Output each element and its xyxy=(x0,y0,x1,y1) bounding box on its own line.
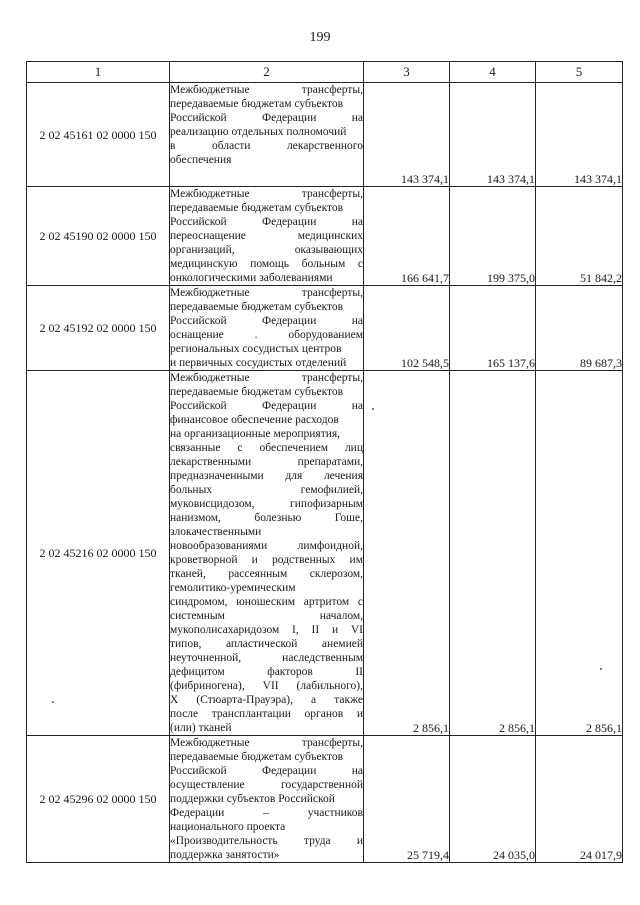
description-line: «Производительность труда и xyxy=(170,835,363,847)
amount-cell-col5 xyxy=(536,371,623,736)
description-line: тканей, рассеянным склерозом, xyxy=(170,568,363,580)
description-cell xyxy=(170,371,364,736)
amount-cell-col5 xyxy=(536,286,623,371)
page-number: 199 xyxy=(309,30,331,45)
description-line: больных гемофилией, xyxy=(170,484,363,496)
description-line: оснащение . оборудованием xyxy=(170,329,363,341)
description-line: муковисцидозом, гипофизарным xyxy=(170,498,363,510)
column-header-1: 1 xyxy=(27,62,170,83)
amount-cell-col5 xyxy=(536,83,623,187)
budget-table xyxy=(26,61,623,863)
scan-speck xyxy=(600,668,602,670)
description-cell xyxy=(170,736,364,863)
description-line: системным началом, xyxy=(170,610,363,622)
description-line: X (Стюарта-Прауэра), а также xyxy=(170,694,363,706)
amount-cell-col4 xyxy=(450,286,536,371)
description-line: Российской Федерации на xyxy=(170,400,363,412)
amount-value: 24 017,9 xyxy=(580,848,622,862)
description-line: Российской Федерации на xyxy=(170,216,363,228)
description-line: передаваемые бюджетам субъектов xyxy=(170,386,344,398)
budget-code-cell: 2 02 45161 02 0000 150 xyxy=(27,83,170,187)
description-line: Межбюджетные трансферты, xyxy=(170,84,363,96)
description-line: онкологическими заболеваниями xyxy=(170,272,333,284)
description-line: Федерации – участников xyxy=(170,807,363,819)
amount-cell-col4 xyxy=(450,371,536,736)
amount-value: 2 856,1 xyxy=(586,721,622,735)
budget-code-cell: 2 02 45296 02 0000 150 xyxy=(27,736,170,863)
description-line: передаваемые бюджетам субъектов xyxy=(170,751,344,763)
amount-cell-col3 xyxy=(364,371,450,736)
description-line: организаций, оказывающих xyxy=(170,244,363,256)
description-cell xyxy=(170,83,364,187)
description-line: кроветворной и родственных им xyxy=(170,554,363,566)
description-line: поддержка занятости» xyxy=(170,849,280,861)
amount-value: 2 856,1 xyxy=(499,721,535,735)
description-line: Межбюджетные трансферты, xyxy=(170,737,363,749)
description-line: предназначенными для лечения xyxy=(170,470,363,482)
table-body xyxy=(27,83,623,863)
description-line: Российской Федерации на xyxy=(170,765,363,777)
amount-cell-col3 xyxy=(364,187,450,286)
scan-speck xyxy=(52,701,54,703)
description-cell xyxy=(170,187,364,286)
description-line: злокачественными xyxy=(170,526,262,538)
description-line: дефицитом факторов II xyxy=(170,666,363,678)
description-line: финансовое обеспечение расходов xyxy=(170,414,339,426)
amount-value: 2 856,1 xyxy=(413,721,449,735)
description-line: лекарственными препаратами, xyxy=(170,456,363,468)
column-header-4: 4 xyxy=(450,62,536,83)
column-header-3: 3 xyxy=(364,62,450,83)
table-row xyxy=(27,83,623,187)
amount-cell-col5 xyxy=(536,187,623,286)
description-line: (фибриногена), VII (лабильного), xyxy=(170,680,363,692)
description-line: реализацию отдельных полномочий xyxy=(170,126,347,138)
amount-value: 89 687,3 xyxy=(580,356,622,370)
amount-value: 143 374,1 xyxy=(574,172,622,186)
amount-cell-col3 xyxy=(364,736,450,863)
description-line: гемолитико-уремическим xyxy=(170,582,296,594)
amount-cell-col3 xyxy=(364,286,450,371)
description-line: (или) тканей xyxy=(170,722,232,734)
budget-code-cell: 2 02 45216 02 0000 150 xyxy=(27,371,170,736)
description-line: национального проекта xyxy=(170,821,286,833)
description-line: Межбюджетные трансферты, xyxy=(170,372,363,384)
description-line: в области лекарственного xyxy=(170,140,363,152)
description-line: мукополисахаридозом I, II и VI xyxy=(170,624,363,636)
description-cell xyxy=(170,286,364,371)
description-line: передаваемые бюджетам субъектов xyxy=(170,202,344,214)
description-line: нанизмом, болезнью Гоше, xyxy=(170,512,363,524)
amount-value: 25 719,4 xyxy=(407,848,449,862)
amount-value: 51 842,2 xyxy=(580,271,622,285)
column-header-2: 2 xyxy=(170,62,364,83)
scan-speck xyxy=(372,408,374,410)
amount-value: 199 375,0 xyxy=(487,271,535,285)
description-line: Межбюджетные трансферты, xyxy=(170,287,363,299)
amount-value: 24 035,0 xyxy=(493,848,535,862)
amount-value: 143 374,1 xyxy=(487,172,535,186)
table-row xyxy=(27,736,623,863)
description-line: переоснащение медицинских xyxy=(170,230,363,242)
description-line: типов, апластической анемией xyxy=(170,638,363,650)
table-row xyxy=(27,371,623,736)
description-line: региональных сосудистых центров xyxy=(170,343,342,355)
description-line: новообразованиями лимфоидной, xyxy=(170,540,363,552)
description-line: и первичных сосудистых отделений xyxy=(170,357,347,369)
description-line: медицинскую помощь больным с xyxy=(170,258,363,270)
column-header-5: 5 xyxy=(536,62,623,83)
description-line: поддержки субъектов Российской xyxy=(170,793,335,805)
amount-value: 143 374,1 xyxy=(401,172,449,186)
amount-cell-col4 xyxy=(450,736,536,863)
budget-code-cell: 2 02 45192 02 0000 150 xyxy=(27,286,170,371)
description-line: Российской Федерации на xyxy=(170,112,363,124)
amount-cell-col5 xyxy=(536,736,623,863)
description-line: связанные с обеспечением лиц xyxy=(170,442,363,454)
description-line: синдромом, юношеским артритом с xyxy=(170,596,363,608)
table-header-row xyxy=(27,62,623,83)
table-row xyxy=(27,286,623,371)
amount-value: 165 137,6 xyxy=(487,356,535,370)
description-line: обеспечения xyxy=(170,154,232,166)
budget-code-cell: 2 02 45190 02 0000 150 xyxy=(27,187,170,286)
description-line: Межбюджетные трансферты, xyxy=(170,188,363,200)
description-line: на организационные мероприятия, xyxy=(170,428,341,440)
amount-value: 166 641,7 xyxy=(401,271,449,285)
description-line: передаваемые бюджетам субъектов xyxy=(170,301,344,313)
description-line: после трансплантации органов и xyxy=(170,708,363,720)
amount-cell-col4 xyxy=(450,83,536,187)
description-line: передаваемые бюджетам субъектов xyxy=(170,98,344,110)
amount-value: 102 548,5 xyxy=(401,356,449,370)
description-line: неуточненной, наследственным xyxy=(170,652,363,664)
table-row xyxy=(27,187,623,286)
description-line: Российской Федерации на xyxy=(170,315,363,327)
description-line: осуществление государственной xyxy=(170,779,363,791)
amount-cell-col4 xyxy=(450,187,536,286)
amount-cell-col3 xyxy=(364,83,450,187)
